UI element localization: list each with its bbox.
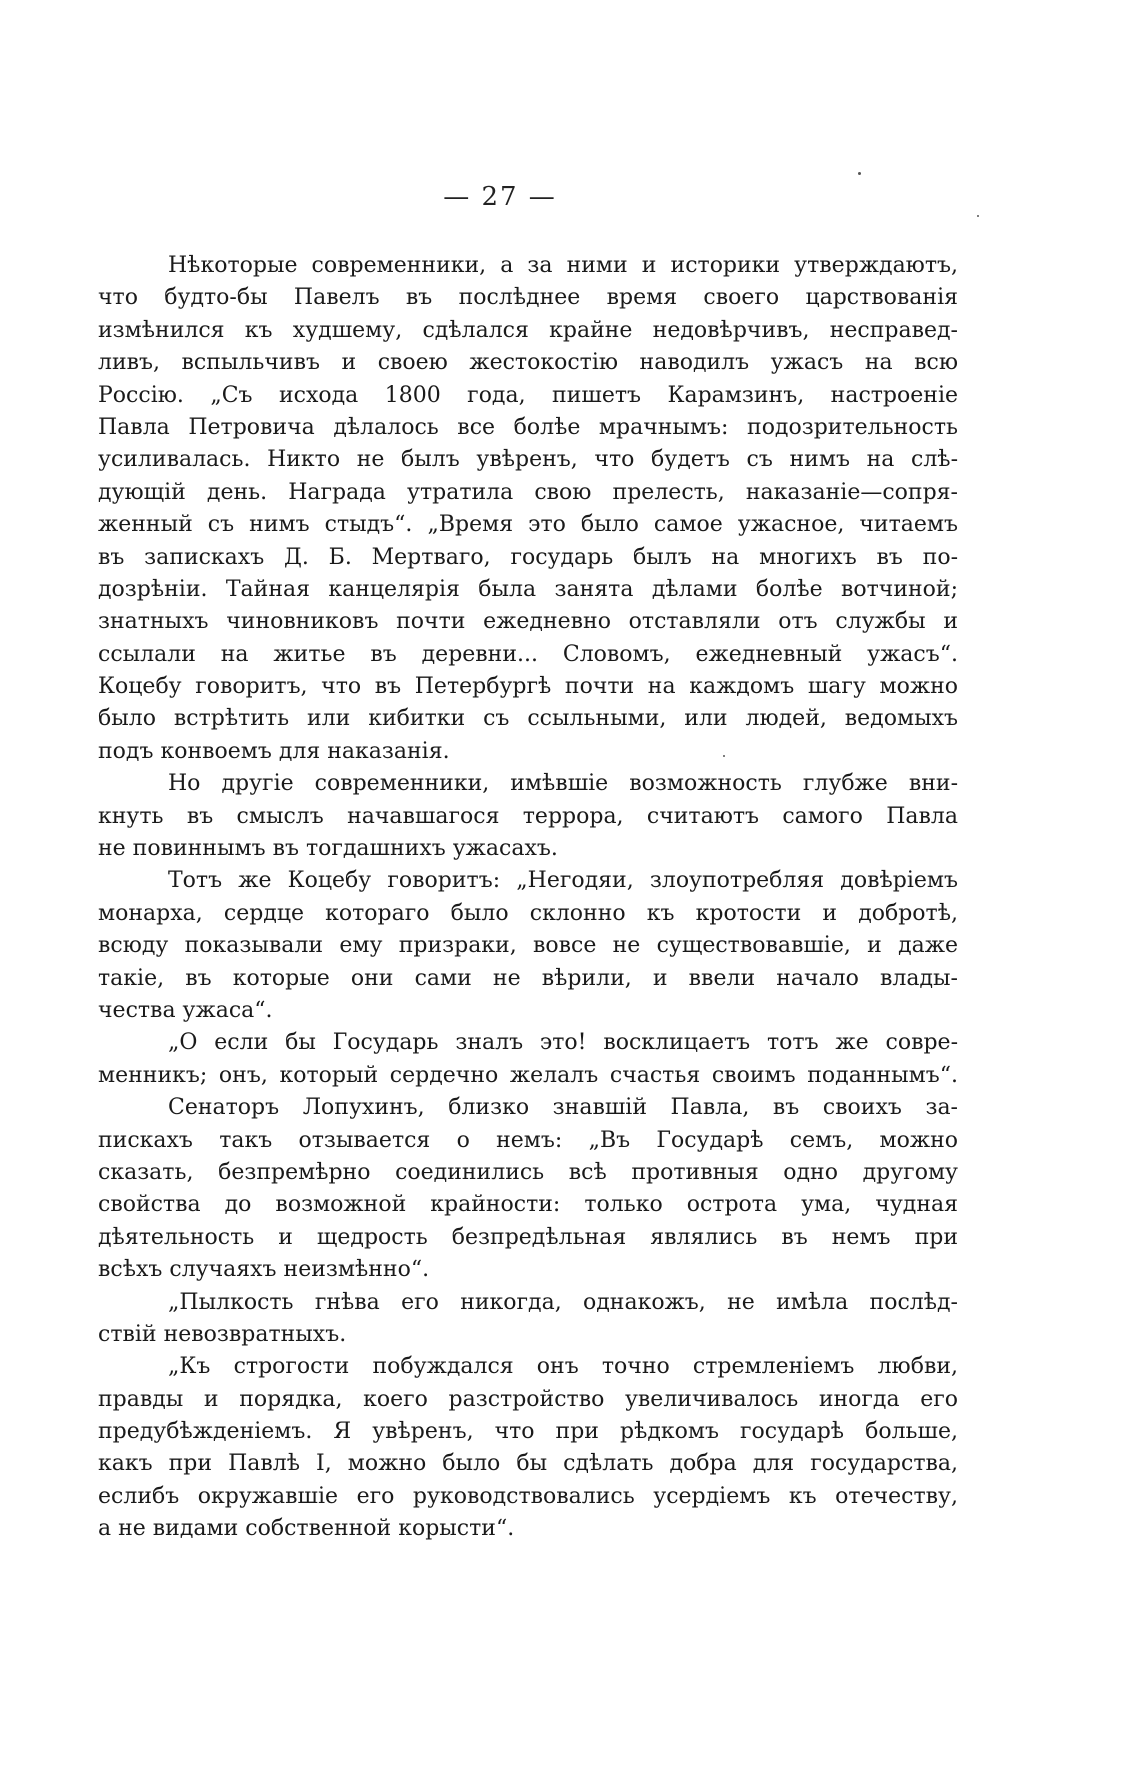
text-line: Россію. „Съ исхода 1800 года, пишетъ Карамзинъ, настроеніе	[98, 382, 958, 408]
text-line: правды и порядка, коего разстройство увеличивалось иногда его	[98, 1386, 958, 1412]
text-line: менникъ; онъ, который сердечно желалъ счастья своимъ поданнымъ“.	[98, 1062, 958, 1088]
text-line: ствій невозвратныхъ.	[98, 1321, 347, 1347]
text-line: дѣятельность и щедрость безпредѣльная являлись въ немъ при	[98, 1224, 958, 1250]
text-line: ссылали на житье въ деревни... Словомъ, ежедневный ужасъ“.	[98, 641, 958, 667]
body-text	[98, 250, 958, 1546]
text-line: какъ при Павлѣ I, можно было бы сдѣлать добра для государства,	[98, 1451, 958, 1477]
text-line: не повиннымъ въ тогдашнихъ ужасахъ.	[98, 836, 558, 862]
text-line: свойства до возможной крайности: только острота ума, чудная	[98, 1192, 958, 1218]
text-line: „Къ строгости побуждался онъ точно стремленіемъ любви,	[168, 1354, 958, 1380]
text-line: дующій день. Награда утратила свою прелесть, наказаніе—сопря-	[98, 479, 958, 505]
text-line: Нѣкоторые современники, а за ними и историки утверждаютъ,	[168, 253, 958, 278]
text-line: „Пылкость гнѣва его никогда, однакожъ, не имѣла послѣд-	[168, 1289, 958, 1315]
text-line: ливъ, вспыльчивъ и своею жестокостію наводилъ ужасъ на всю	[98, 350, 958, 376]
text-line: всѣхъ случаяхъ неизмѣнно“.	[98, 1257, 430, 1283]
text-line: „О если бы Государь зналъ это! восклицаетъ тотъ же совре-	[168, 1030, 958, 1056]
text-line: монарха, сердце котораго было склонно къ кротости и добротѣ,	[98, 900, 958, 926]
text-line: знатныхъ чиновниковъ почти ежедневно отставляли отъ службы и	[98, 609, 958, 635]
scan-speck	[858, 172, 861, 175]
text-line: пискахъ такъ отзывается о немъ: „Въ Государѣ семъ, можно	[98, 1127, 958, 1153]
text-line: предубѣжденіемъ. Я увѣренъ, что при рѣдкомъ государѣ больше,	[98, 1419, 958, 1445]
text-line: еслибъ окружавшіе его руководствовались усердіемъ къ отечеству,	[98, 1483, 958, 1509]
text-line: въ запискахъ Д. Б. Мертваго, государь былъ на многихъ въ по-	[98, 544, 958, 570]
text-line: подъ конвоемъ для наказанія.	[98, 738, 450, 764]
text-line: Но другіе современники, имѣвшіе возможность глубже вни-	[168, 771, 958, 797]
text-line: что будто-бы Павелъ въ послѣднее время своего царствованія	[98, 285, 958, 311]
scan-speck	[723, 755, 725, 757]
text-line: Тотъ же Коцебу говоритъ: „Негодяи, злоупотребляя довѣріемъ	[168, 868, 958, 894]
text-line: дозрѣніи. Тайная канцелярія была занята дѣлами болѣе вотчиной;	[98, 576, 958, 602]
text-line: чества ужаса“.	[98, 997, 273, 1023]
scan-speck	[977, 215, 979, 217]
text-line: всюду показывали ему призраки, вовсе не существовавшіе, и даже	[98, 933, 958, 959]
text-line: такіе, въ которые они сами не вѣрили, и ввели начало влады-	[98, 965, 958, 991]
text-line: кнуть въ смыслъ начавшагося террора, считаютъ самого Павла	[98, 803, 958, 829]
text-line: Коцебу говоритъ, что въ Петербургѣ почти на каждомъ шагу можно	[98, 674, 958, 700]
text-line: было встрѣтить или кибитки съ ссыльными, или людей, ведомыхъ	[98, 706, 958, 732]
text-line: измѣнился къ худшему, сдѣлался крайне недовѣрчивъ, несправед-	[98, 317, 958, 343]
page-number: — 27 —	[443, 182, 557, 212]
text-line: женный съ нимъ стыдъ“. „Время это было самое ужасное, читаемъ	[98, 512, 958, 538]
text-line: а не видами собственной корысти“.	[98, 1516, 515, 1542]
text-line: Павла Петровича дѣлалось все болѣе мрачнымъ: подозрительность	[98, 414, 958, 440]
text-line: Сенаторъ Лопухинъ, близко знавшій Павла, въ своихъ за-	[168, 1095, 958, 1121]
text-line: сказать, безпремѣрно соединились всѣ противныя одно другому	[98, 1159, 958, 1185]
text-line: усиливалась. Никто не былъ увѣренъ, что будетъ съ нимъ на слѣ-	[98, 447, 958, 473]
